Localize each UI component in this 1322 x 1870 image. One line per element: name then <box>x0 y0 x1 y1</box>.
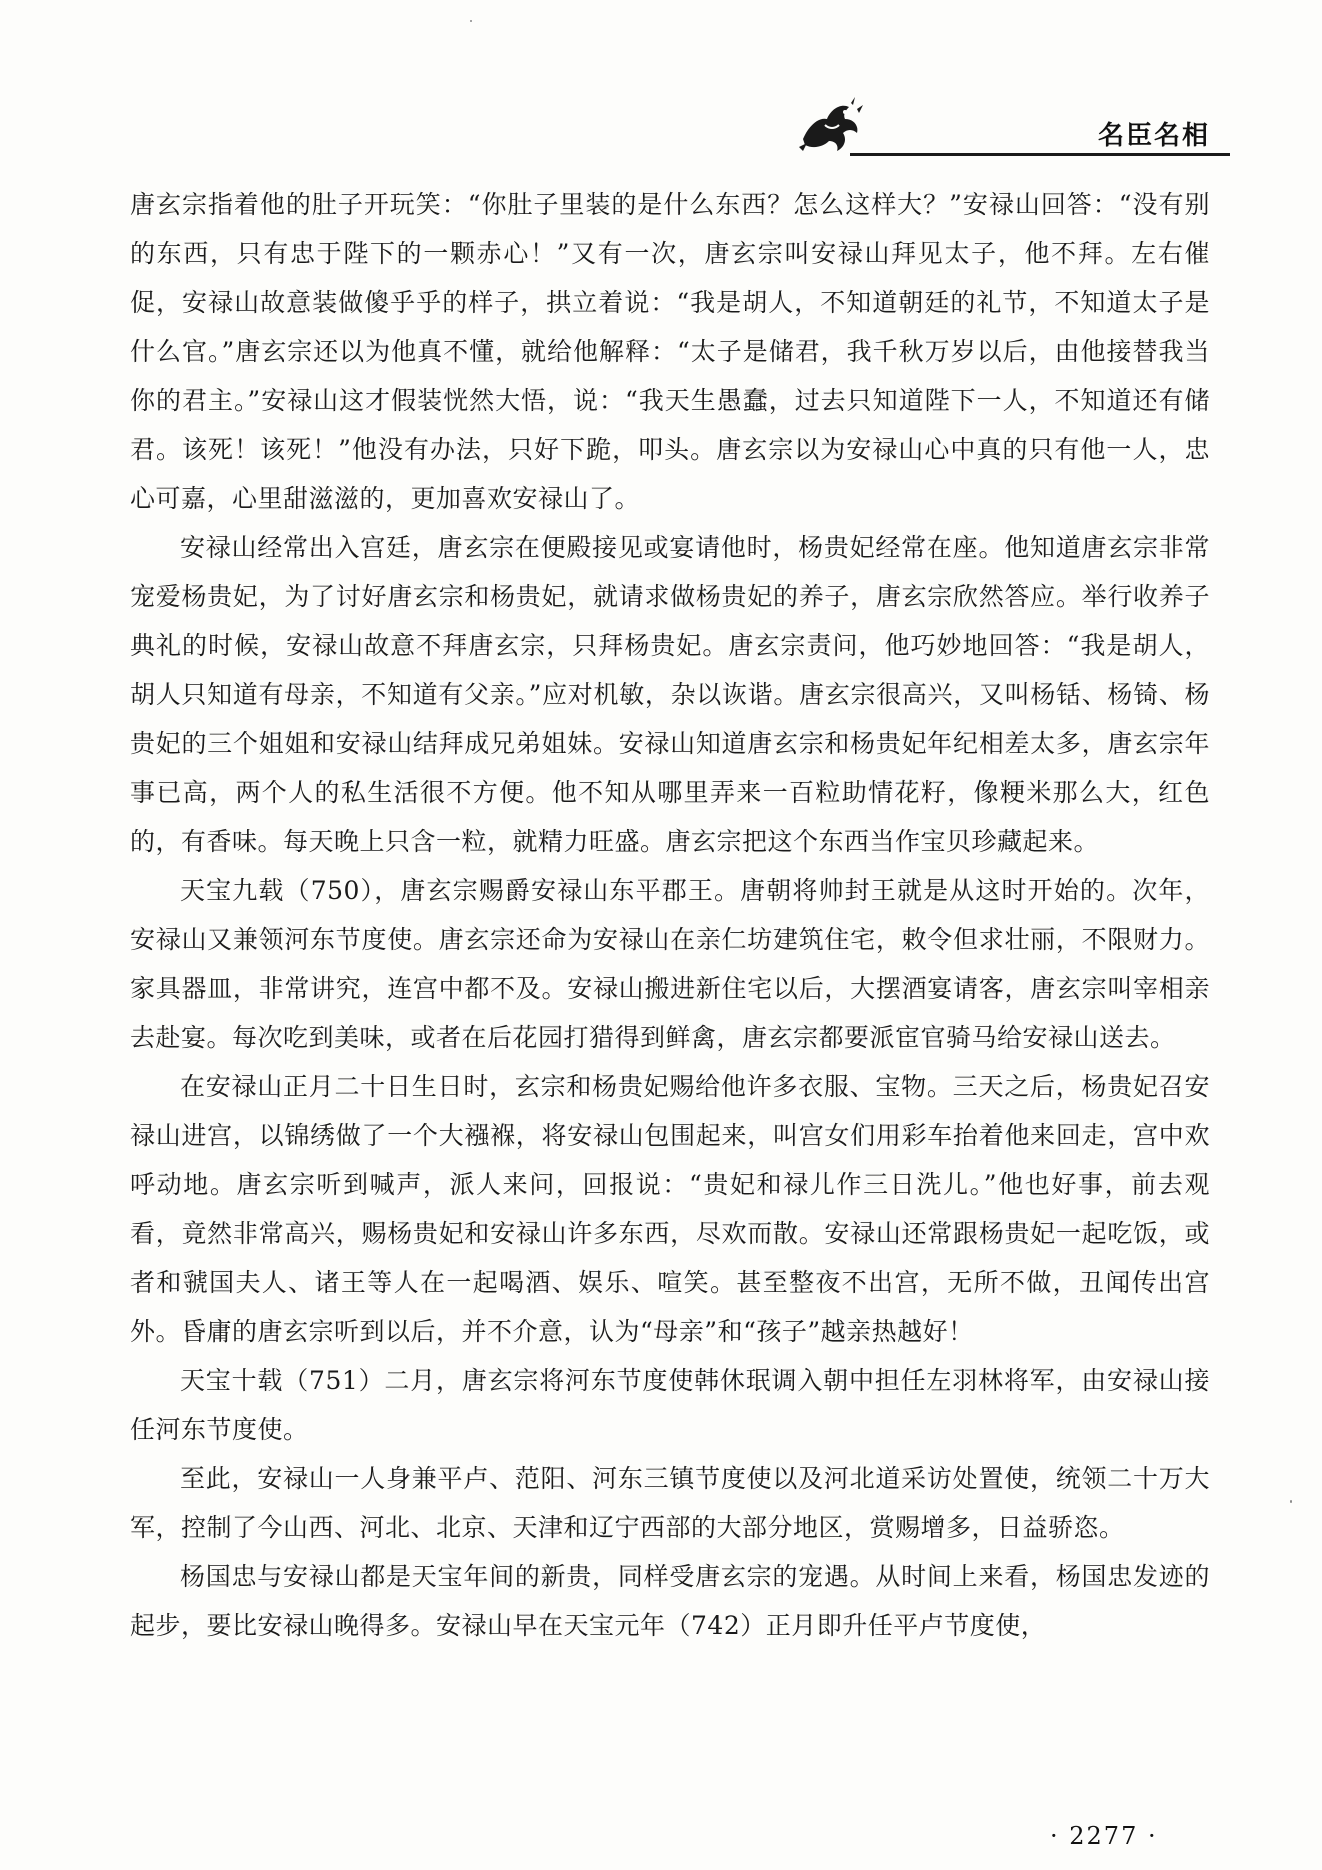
scan-speck <box>470 20 472 22</box>
page-header <box>795 95 1235 165</box>
paragraph-4: 在安禄山正月二十日生日时，玄宗和杨贵妃赐给他许多衣服、宝物。三天之后，杨贵妃召安禄山进宫，以锦绣做了一个大襁褓，将安禄山包围起来，叫宫女们用彩车抬着他来回走，宫中欢呼动地。唐玄宗听到喊声，派人来问，回报说：“贵妃和禄儿作三日洗儿。”他也好事，前去观看，竟然非常高兴，赐杨贵妃和安禄山许多东西，尽欢而散。安禄山还常跟杨贵妃一起吃饭，或者和虢国夫人、诸王等人在一起喝酒、娱乐、喧笑。甚至整夜不出宫，无所不做，丑闻传出宫外。昏庸的唐玄宗听到以后，并不介意，认为“母亲”和“孩子”越亲热越好！ <box>130 1072 1210 1346</box>
paragraph-7: 杨国忠与安禄山都是天宝年间的新贵，同样受唐玄宗的宠遇。从时间上来看，杨国忠发迹的起步，要比安禄山晚得多。安禄山早在天宝元年（742）正月即升任平卢节度使， <box>130 1562 1210 1640</box>
running-header-title: 名臣名相 <box>1097 121 1210 151</box>
paragraph-3: 天宝九载（750），唐玄宗赐爵安禄山东平郡王。唐朝将帅封王就是从这时开始的。次年，安禄山又兼领河东节度使。唐玄宗还命为安禄山在亲仁坊建筑住宅，敕令但求壮丽，不限财力。家具器皿，非常讲究，连宫中都不及。安禄山搬进新住宅以后，大摆酒宴请客，唐玄宗叫宰相亲去赴宴。每次吃到美味，或者在后花园打猎得到鲜禽，唐玄宗都要派宦官骑马给安禄山送去。 <box>130 876 1210 1052</box>
body-text <box>130 180 1210 1650</box>
header-rule <box>850 153 1230 156</box>
paragraph-2: 安禄山经常出入宫廷，唐玄宗在便殿接见或宴请他时，杨贵妃经常在座。他知道唐玄宗非常宠爱杨贵妃，为了讨好唐玄宗和杨贵妃，就请求做杨贵妃的养子，唐玄宗欣然答应。举行收养子典礼的时候，安禄山故意不拜唐玄宗，只拜杨贵妃。唐玄宗责问，他巧妙地回答：“我是胡人，胡人只知道有母亲，不知道有父亲。”应对机敏，杂以诙谐。唐玄宗很高兴，又叫杨铦、杨锜、杨贵妃的三个姐姐和安禄山结拜成兄弟姐妹。安禄山知道唐玄宗和杨贵妃年纪相差太多，唐玄宗年事已高，两个人的私生活很不方便。他不知从哪里弄来一百粒助情花籽，像粳米那么大，红色的，有香味。每天晚上只含一粒，就精力旺盛。唐玄宗把这个东西当作宝贝珍藏起来。 <box>130 533 1210 856</box>
dragon-emblem-icon <box>795 95 865 157</box>
paragraph-6: 至此，安禄山一人身兼平卢、范阳、河东三镇节度使以及河北道采访处置使，统领二十万大军，控制了今山西、河北、北京、天津和辽宁西部的大部分地区，赏赐增多，日益骄恣。 <box>130 1464 1210 1542</box>
page-number: · 2277 · <box>1050 1822 1158 1850</box>
paragraph-5: 天宝十载（751）二月，唐玄宗将河东节度使韩休珉调入朝中担任左羽林将军，由安禄山接任河东节度使。 <box>130 1366 1210 1444</box>
paragraph-1: 唐玄宗指着他的肚子开玩笑：“你肚子里装的是什么东西？怎么这样大？”安禄山回答：“没有别的东西，只有忠于陛下的一颗赤心！”又有一次，唐玄宗叫安禄山拜见太子，他不拜。左右催促，安禄山故意装做傻乎乎的样子，拱立着说：“我是胡人，不知道朝廷的礼节，不知道太子是什么官。”唐玄宗还以为他真不懂，就给他解释：“太子是储君，我千秋万岁以后，由他接替我当你的君主。”安禄山这才假装恍然大悟，说：“我天生愚蠢，过去只知道陛下一人，不知道还有储君。该死！该死！”他没有办法，只好下跪，叩头。唐玄宗以为安禄山心中真的只有他一人，忠心可嘉，心里甜滋滋的，更加喜欢安禄山了。 <box>130 190 1210 513</box>
scan-speck <box>1290 1500 1292 1503</box>
